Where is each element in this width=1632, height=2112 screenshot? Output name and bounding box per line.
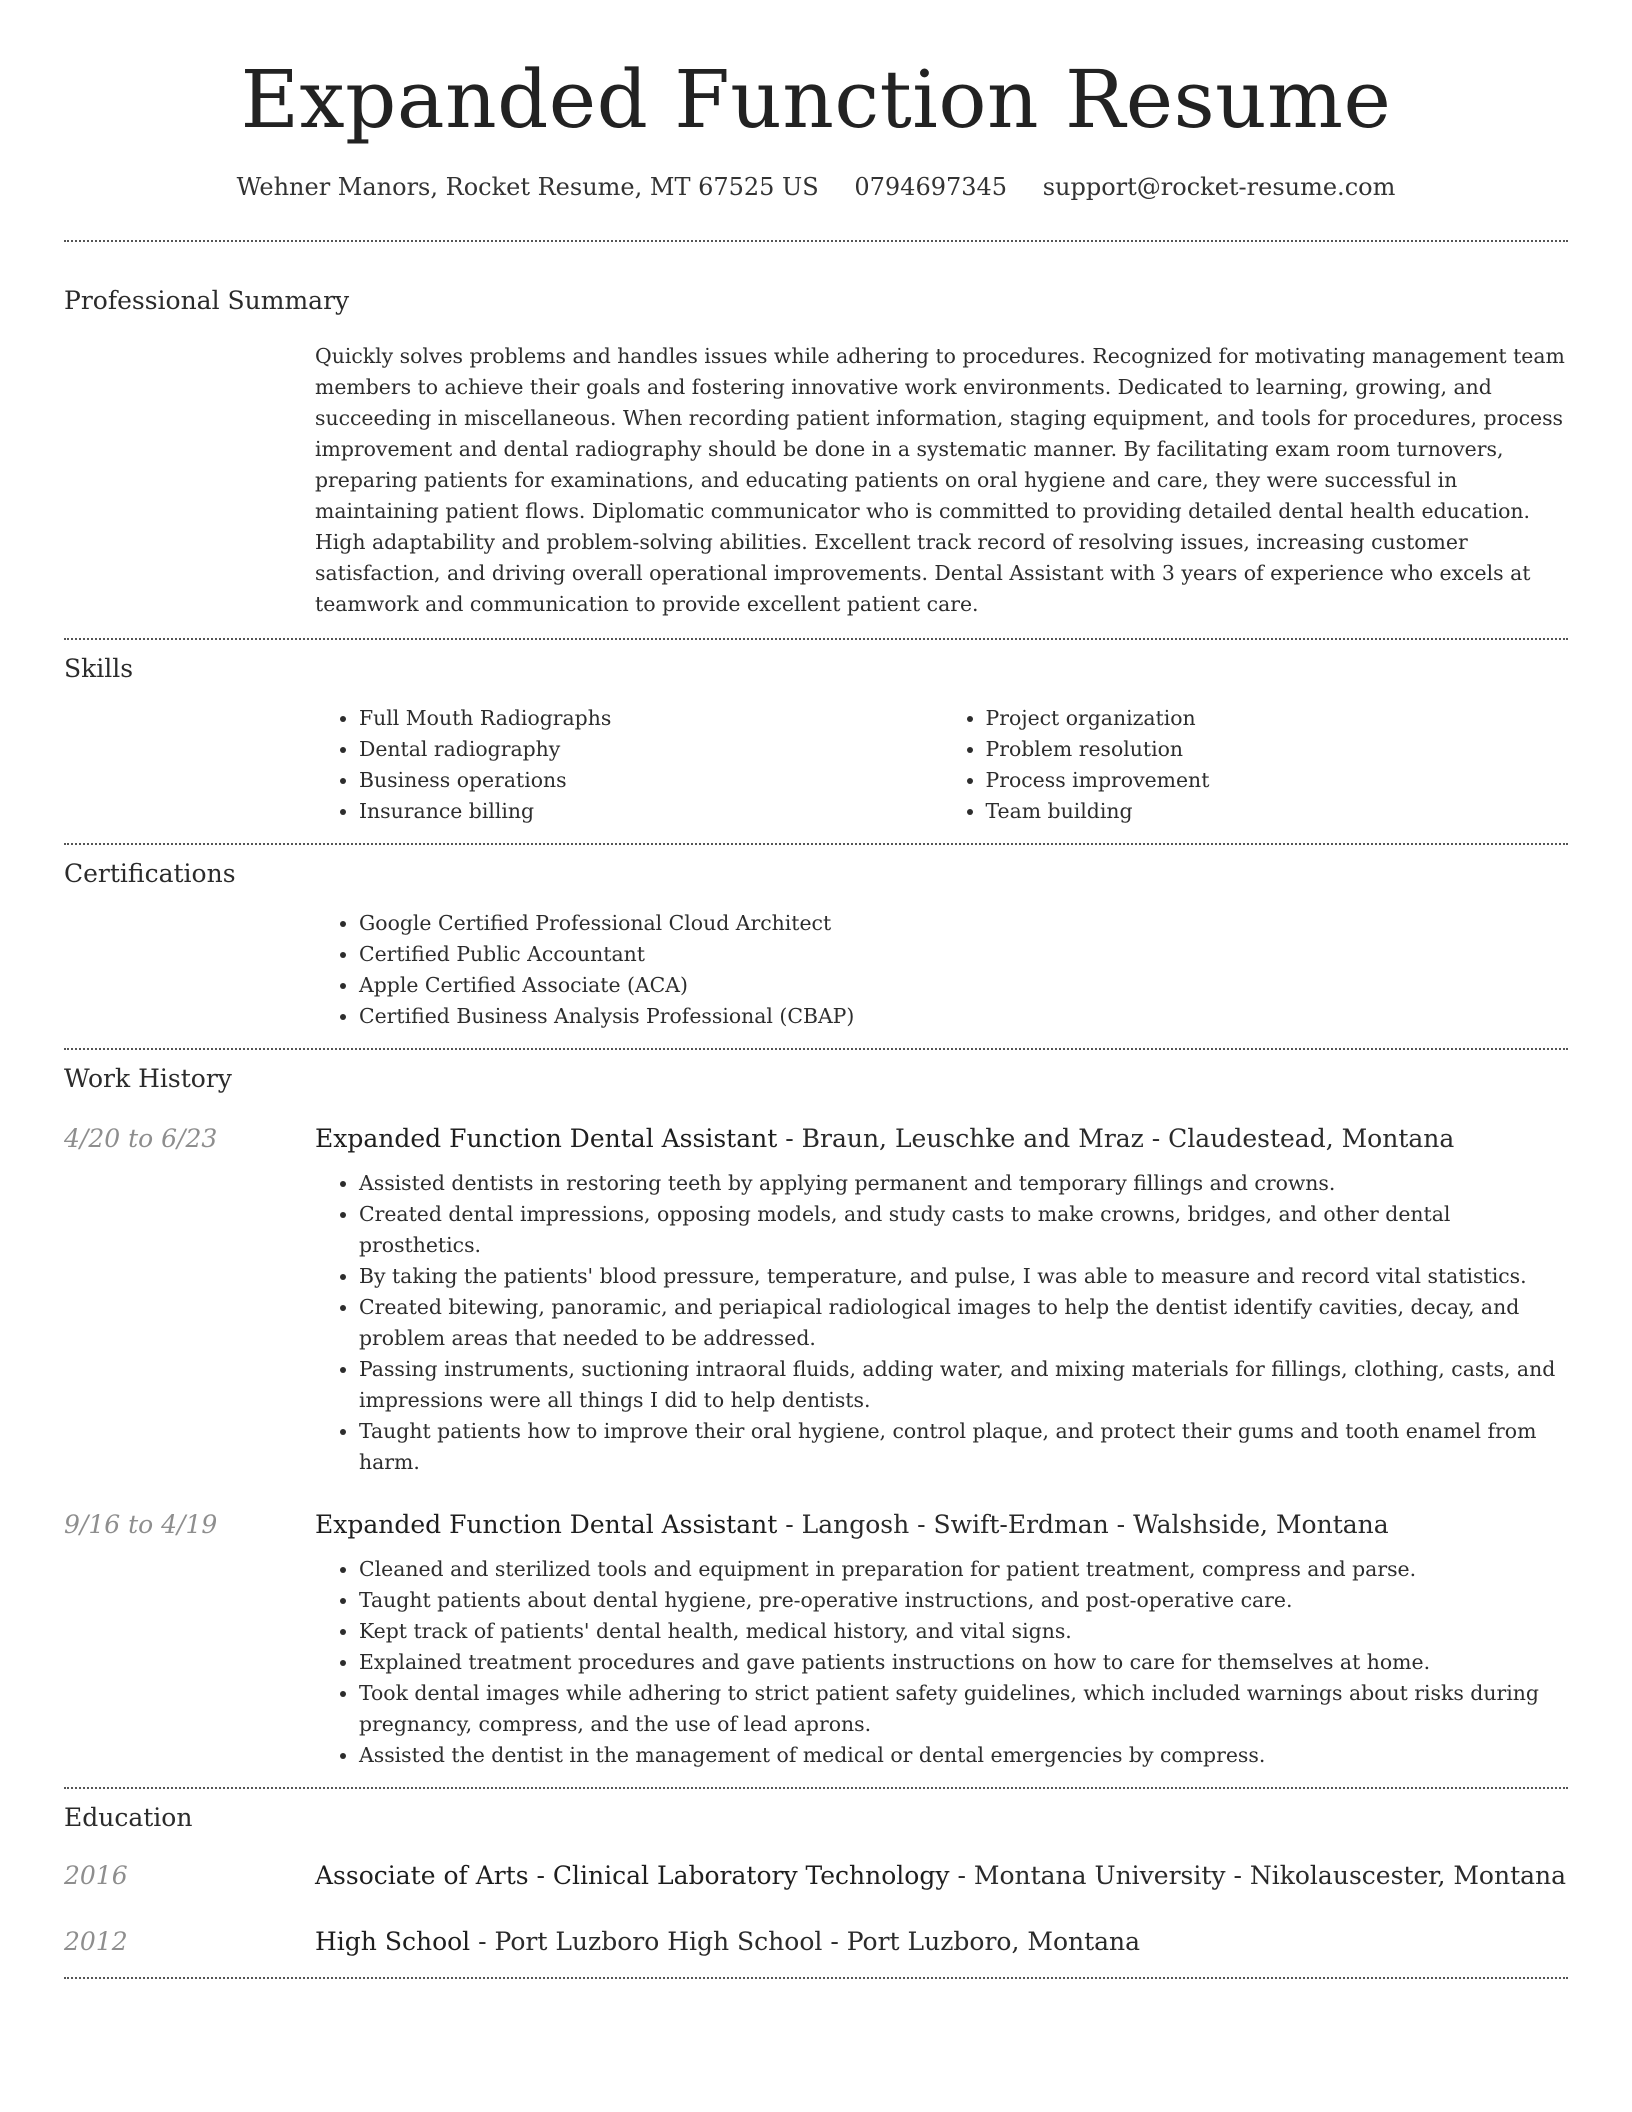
resume-page [64, 0, 1568, 1979]
job-role: Expanded Function Dental Assistant [315, 1124, 778, 1153]
section-divider [64, 1787, 1568, 1789]
education-title [315, 1925, 1140, 1959]
job-bullet: • Kept track of patients' dental health, medical history, and vital signs. [359, 1616, 1568, 1647]
education-section [64, 1801, 1568, 1959]
section-divider [64, 240, 1568, 242]
job-dates: 9/16 to 4/19 [64, 1510, 218, 1539]
skill-item: • Insurance billing [359, 796, 942, 827]
job-bullet: • Assisted the dentist in the management of medical or dental emergencies by compress. [359, 1740, 1568, 1771]
job-bullets [315, 1554, 1568, 1771]
skills-heading: Skills [64, 654, 134, 683]
job-bullet: • Took dental images while adhering to strict patient safety guidelines, which included warnings about risks during pregnancy, compress, and the use of lead aprons. [359, 1678, 1568, 1740]
skills-section [64, 652, 1568, 827]
education-degree: Associate of Arts - Clinical Laboratory Technology [315, 1861, 950, 1890]
work-section [64, 1062, 1568, 1771]
skill-item: • Process improvement [986, 765, 1569, 796]
education-entry [64, 1925, 1568, 1959]
contact-line [64, 170, 1568, 204]
contact-address: Wehner Manors, Rocket Resume, MT 67525 US [236, 173, 819, 201]
job-bullet: • Assisted dentists in restoring teeth by applying permanent and temporary fillings and crowns. [359, 1168, 1568, 1199]
summary-heading: Professional Summary [64, 286, 350, 315]
skills-list-right [942, 703, 1569, 827]
section-divider [64, 843, 1568, 845]
certifications-section [64, 857, 1568, 1032]
skills-list-left [315, 703, 942, 827]
job-employer: - Langosh - Swift-Erdman - Walshside, Montana [777, 1510, 1389, 1539]
certification-item: • Google Certified Professional Cloud Architect [359, 908, 1568, 939]
job-entry [64, 1122, 1568, 1478]
section-divider [64, 1048, 1568, 1050]
education-entry [64, 1859, 1568, 1893]
certification-item: • Certified Business Analysis Professional (CBAP) [359, 1001, 1568, 1032]
job-bullet: • Created dental impressions, opposing models, and study casts to make crowns, bridges, and other dental prosthetics. [359, 1199, 1568, 1261]
section-divider [64, 638, 1568, 640]
education-degree: High School [315, 1927, 471, 1956]
job-bullet: • Taught patients how to improve their oral hygiene, control plaque, and protect their gums and tooth enamel from harm. [359, 1416, 1568, 1478]
job-header [64, 1122, 1568, 1156]
job-header [64, 1508, 1568, 1542]
education-heading: Education [64, 1803, 193, 1832]
job-bullet: • Passing instruments, suctioning intraoral fluids, adding water, and mixing materials for fillings, clothing, casts, and impressions were all things I did to help dentists. [359, 1354, 1568, 1416]
summary-text: Quickly solves problems and handles issues while adhering to procedures. Recognized for motivating management team members to achieve their goals and fostering innovative work environments. Dedicated to learning, growing, and succeeding in miscellaneous. When recording patient information, staging equipment, and tools for procedures, process improvement and dental radiography should be done in a systematic manner. By facilitating exam room turnovers, preparing patients for examinations, and educating patients on oral hygiene and care, they were successful in maintaining patient flows. Diplomatic communicator who is committed to providing detailed dental health education. High adaptability and problem-solving abilities. Excellent track record of resolving issues, increasing customer satisfaction, and driving overall operational improvements. Dental Assistant with 3 years of experience who excels at teamwork and communication to provide excellent patient care. [315, 344, 1565, 616]
education-year: 2012 [64, 1927, 128, 1956]
section-divider [64, 1977, 1568, 1979]
certifications-list-wrap [315, 908, 1568, 1032]
job-bullet-list [315, 1168, 1568, 1478]
job-role: Expanded Function Dental Assistant [315, 1510, 778, 1539]
job-bullet-list [315, 1554, 1568, 1771]
certification-item: • Apple Certified Associate (ACA) [359, 970, 1568, 1001]
job-title [315, 1122, 1454, 1156]
skills-grid [315, 703, 1568, 827]
education-school: - Port Luzboro High School - Port Luzboro, Montana [470, 1927, 1141, 1956]
job-entry [64, 1508, 1568, 1771]
work-heading: Work History [64, 1064, 232, 1093]
job-title [315, 1508, 1389, 1542]
job-bullet: • Taught patients about dental hygiene, pre-operative instructions, and post-operative care. [359, 1585, 1568, 1616]
certifications-list [315, 908, 1568, 1032]
skill-item: • Problem resolution [986, 734, 1569, 765]
skill-item: • Project organization [986, 703, 1569, 734]
summary-section [64, 284, 1568, 620]
skill-item: • Dental radiography [359, 734, 942, 765]
skill-item: • Full Mouth Radiographs [359, 703, 942, 734]
job-bullets [315, 1168, 1568, 1478]
job-bullet: • Explained treatment procedures and gave patients instructions on how to care for themselves at home. [359, 1647, 1568, 1678]
skill-item: • Team building [986, 796, 1569, 827]
job-bullet: • By taking the patients' blood pressure, temperature, and pulse, I was able to measure and record vital statistics. [359, 1261, 1568, 1292]
certification-item: • Certified Public Accountant [359, 939, 1568, 970]
certifications-heading: Certifications [64, 859, 236, 888]
contact-phone: 0794697345 [854, 173, 1008, 201]
contact-email: support@rocket-resume.com [1042, 173, 1396, 201]
job-employer: - Braun, Leuschke and Mraz - Claudestead, Montana [777, 1124, 1455, 1153]
job-bullet: • Cleaned and sterilized tools and equipment in preparation for patient treatment, compress and parse. [359, 1554, 1568, 1585]
job-bullet: • Created bitewing, panoramic, and periapical radiological images to help the dentist identify cavities, decay, and problem areas that needed to be addressed. [359, 1292, 1568, 1354]
education-title [315, 1859, 1566, 1893]
education-year: 2016 [64, 1861, 128, 1890]
job-dates: 4/20 to 6/23 [64, 1124, 218, 1153]
education-school: - Montana University - Nikolauscester, Montana [949, 1861, 1567, 1890]
skill-item: • Business operations [359, 765, 942, 796]
resume-name: Expanded Function Resume [240, 53, 1392, 146]
